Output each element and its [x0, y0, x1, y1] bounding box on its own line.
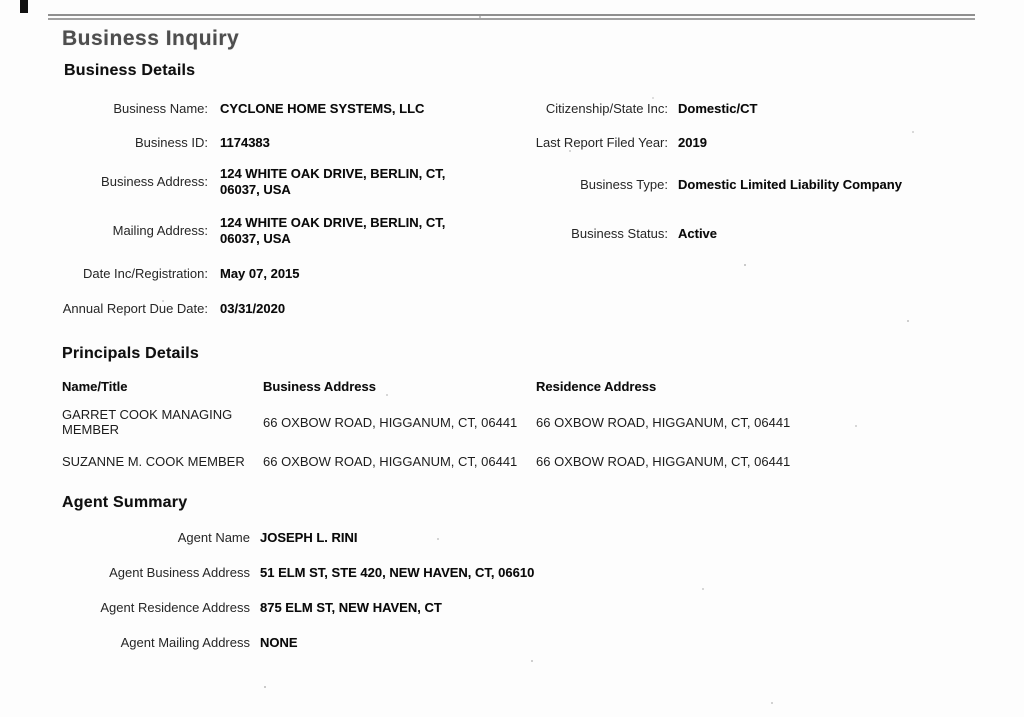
field-business-address: [40, 166, 482, 197]
field-value: 1174383: [220, 135, 270, 150]
column-header-residence-address: Residence Address: [536, 379, 657, 394]
column-header-name-title: Name/Title: [62, 379, 128, 394]
field-value: 124 WHITE OAK DRIVE, BERLIN, CT, 06037, USA: [220, 215, 446, 246]
table-row: [62, 454, 972, 469]
field-label: Business Name:: [113, 101, 208, 116]
field-value: NONE: [260, 635, 298, 650]
scan-noise-speckles: [0, 0, 2, 2]
field-date-inc-registration: [40, 266, 482, 282]
field-label: Annual Report Due Date:: [62, 301, 208, 316]
field-label: Last Report Filed Year:: [535, 135, 668, 150]
top-horizontal-rule: [48, 14, 975, 20]
principals-details-heading: Principals Details: [62, 345, 199, 362]
field-business-status: [520, 226, 1023, 242]
field-value: 51 ELM ST, STE 420, NEW HAVEN, CT, 06610: [260, 565, 535, 580]
business-details-heading: Business Details: [64, 62, 196, 79]
field-value: May 07, 2015: [220, 266, 300, 281]
business-status-value: Active: [678, 226, 718, 241]
field-annual-report-due-date: [40, 301, 482, 317]
table-row: [62, 407, 972, 437]
agent-summary-heading: Agent Summary: [62, 494, 188, 511]
principals-table: [62, 379, 972, 486]
field-business-id: [40, 135, 482, 151]
field-value: CYCLONE HOME SYSTEMS, LLC: [220, 101, 425, 116]
rule-line: [48, 14, 975, 16]
field-business-type: [520, 177, 1023, 193]
field-agent-business-address: [40, 565, 534, 581]
principal-name-title: SUZANNE M. COOK MEMBER: [62, 454, 245, 469]
field-mailing-address: [40, 215, 482, 246]
scan-artifact-corner-mark: [20, 0, 28, 13]
field-citizenship-state-inc: [520, 101, 1023, 117]
principal-name-title: GARRET COOK MANAGING MEMBER: [62, 407, 233, 437]
field-label: Business Type:: [580, 177, 668, 192]
principal-business-address: 66 OXBOW ROAD, HIGGANUM, CT, 06441: [263, 414, 518, 430]
principal-residence-address: 66 OXBOW ROAD, HIGGANUM, CT, 06441: [536, 454, 791, 469]
column-header-business-address: Business Address: [263, 379, 376, 394]
field-value: Domestic Limited Liability Company: [678, 177, 902, 192]
field-label: Agent Residence Address: [100, 600, 250, 615]
principal-business-address: 66 OXBOW ROAD, HIGGANUM, CT, 06441: [263, 454, 518, 469]
field-label: Business Status:: [571, 226, 668, 241]
field-label: Business ID:: [135, 135, 208, 150]
field-label: Agent Name: [177, 530, 250, 545]
field-agent-residence-address: [40, 600, 442, 616]
principals-table-header: [62, 379, 972, 394]
field-value: 124 WHITE OAK DRIVE, BERLIN, CT, 06037, USA: [220, 166, 446, 197]
field-value: 2019: [678, 135, 707, 150]
field-label: Agent Mailing Address: [120, 635, 250, 650]
field-value: JOSEPH L. RINI: [260, 530, 358, 545]
field-value: 875 ELM ST, NEW HAVEN, CT: [260, 600, 442, 615]
principal-residence-address: 66 OXBOW ROAD, HIGGANUM, CT, 06441: [536, 414, 791, 430]
field-last-report-filed-year: [520, 135, 1023, 151]
page-title: Business Inquiry: [62, 27, 240, 50]
field-label: Mailing Address:: [112, 222, 208, 238]
field-agent-name: [40, 530, 358, 546]
field-label: Business Address:: [101, 173, 208, 189]
field-business-name: [40, 101, 482, 117]
rule-line: [48, 18, 975, 20]
field-label: Date Inc/Registration:: [82, 266, 208, 281]
field-agent-mailing-address: [40, 635, 298, 651]
field-value: 03/31/2020: [220, 301, 286, 316]
field-label: Citizenship/State Inc:: [545, 101, 668, 116]
field-value: Domestic/CT: [678, 101, 758, 116]
field-label: Agent Business Address: [109, 565, 250, 580]
